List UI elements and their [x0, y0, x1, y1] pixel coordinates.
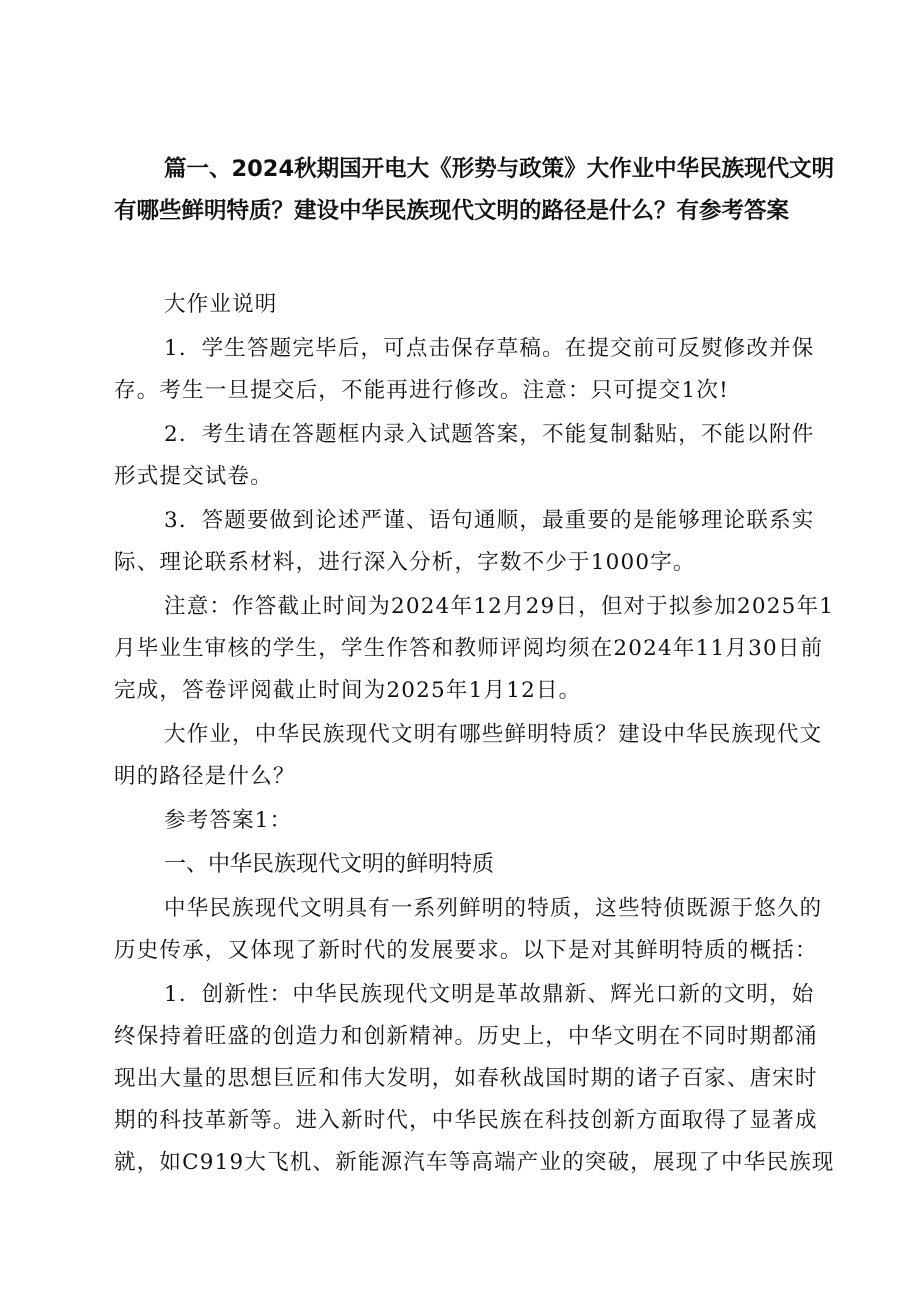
- rule-item: 1．学生答题完毕后，可点击保存草稿。在提交前可反熨修改并保存。考生一旦提交后，不能再进行修改。注意：只可提交1次!: [114, 336, 815, 403]
- document-title: 篇一、2024秋期国开电大《形势与政策》大作业中华民族现代文明有哪些鲜明特质？建设中华民族现代文明的路径是什么？有参考答案: [114, 156, 835, 224]
- deadline-notice: 注意：作答截止时间为2024年12月29日，但对于拟参加2025年1月毕业生审核的学生，学生作答和教师评阅均须在2024年11月30日前完成，答卷评阅截止时间为2025年1月12日。: [114, 594, 835, 703]
- rule-item: 2．考生请在答题框内录入试题答案，不能复制黏贴，不能以附件形式提交试卷。: [114, 422, 815, 489]
- body-paragraph: 中华民族现代文明具有一系列鲜明的特质，这些特侦既源于悠久的历史传承，又体现了新时代的发展要求。以下是对其鲜明特质的概括：: [114, 896, 823, 963]
- document-body: [114, 284, 836, 1184]
- answer-label: 参考答案1：: [164, 808, 293, 833]
- section-heading: 一、中华民族现代文明的鲜明特质: [164, 852, 495, 877]
- instructions-heading: 大作业说明: [164, 292, 278, 317]
- assignment-question: 大作业，中华民族现代文明有哪些鲜明特质？建设中华民族现代文明的路径是什么？: [114, 722, 823, 789]
- body-paragraph: 1．创新性：中华民族现代文明是革故鼎新、辉光口新的文明，始终保持着旺盛的创造力和创新精神。历史上，中华文明在不同时期都涌现出大量的思想巨匠和伟大发明，如春秋战国时期的诸子百家、唐宋时期的科技革新等。进入新时代，中华民族在科技创新方面取得了显著成就，如C919大飞机、新能源汽车等高端产业的突破，展现了中华民族现: [114, 982, 835, 1175]
- rule-item: 3．答题要做到论述严谨、语句通顺，最重要的是能够理论联系实际、理论联系材料，进行深入分析，字数不少于1000字。: [114, 508, 815, 575]
